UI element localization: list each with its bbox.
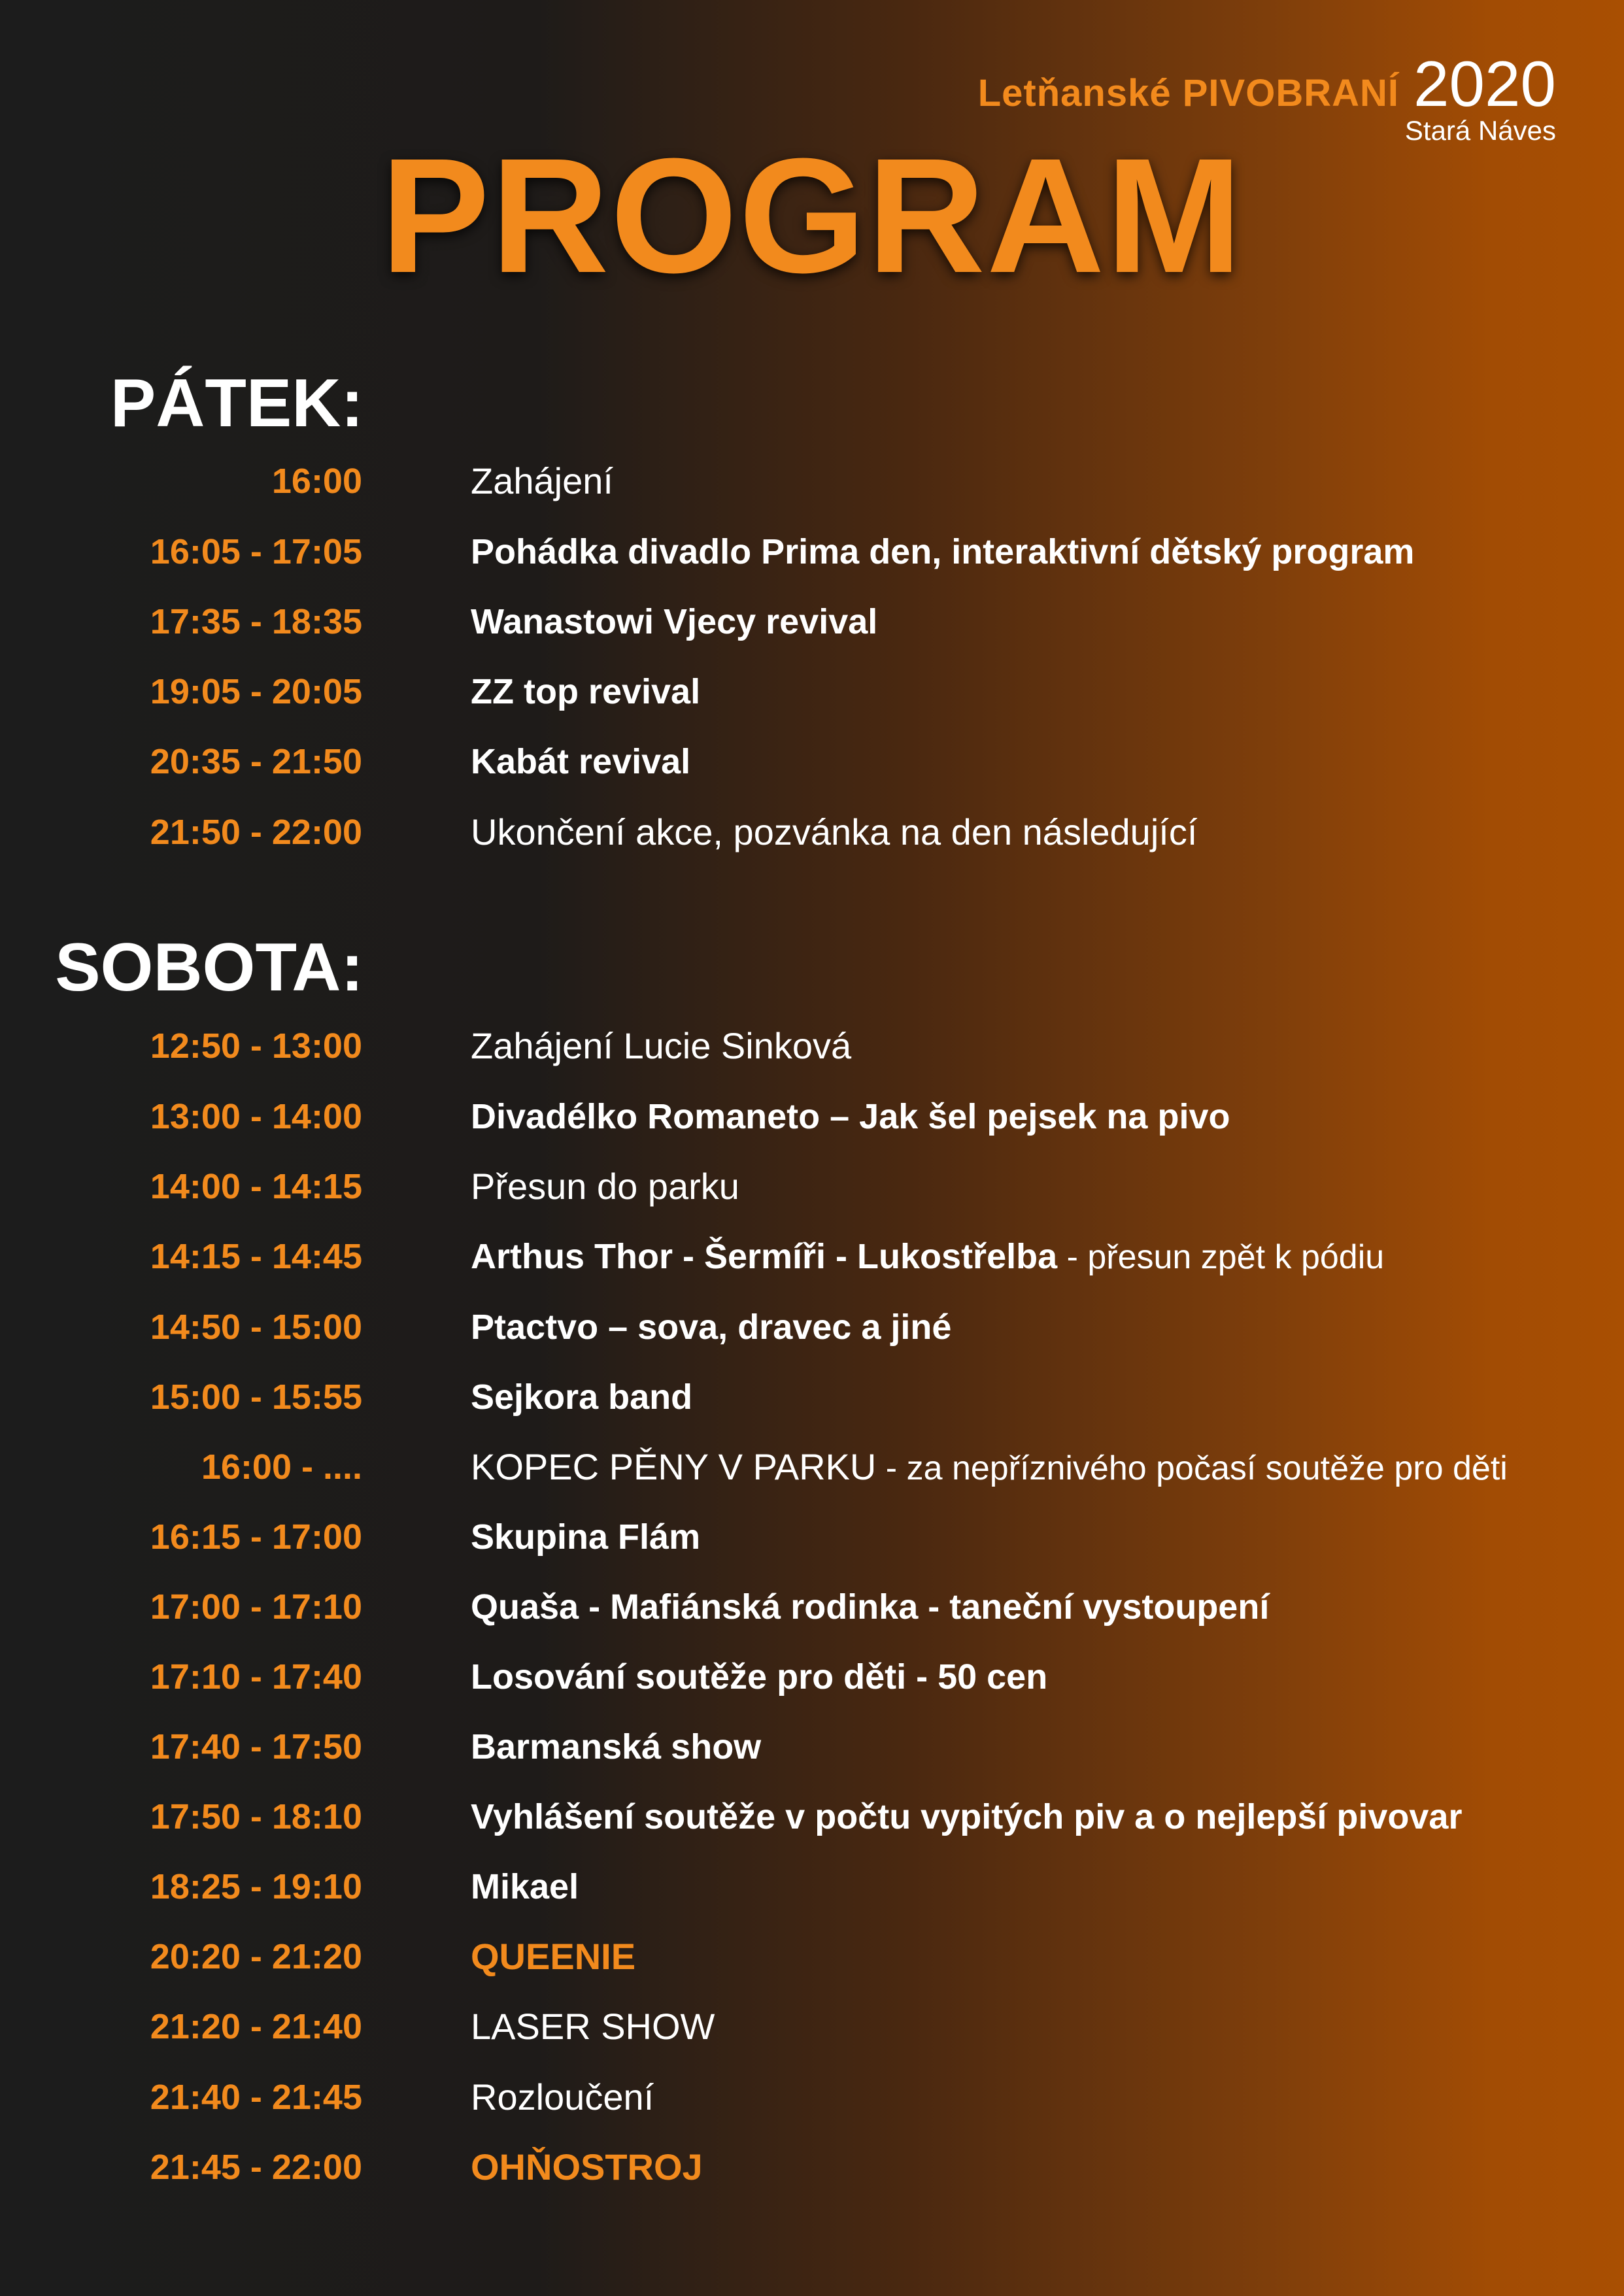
schedule-time: 16:00 - .... — [201, 1447, 362, 1487]
schedule-row — [0, 1861, 1624, 1913]
schedule-row — [0, 806, 1624, 858]
event-note: - přesun zpět k pódiu — [1057, 1238, 1385, 1276]
schedule-time: 20:35 - 21:50 — [150, 742, 362, 781]
schedule-event: QUEENIE — [471, 1936, 636, 1977]
schedule-time: 15:00 - 15:55 — [150, 1377, 362, 1417]
schedule-time: 18:25 - 19:10 — [150, 1867, 362, 1906]
schedule-row — [0, 1441, 1624, 1493]
schedule-event: LASER SHOW — [471, 2006, 715, 2047]
schedule-event: Losování soutěže pro děti - 50 cen — [471, 1657, 1048, 1697]
schedule-event: Skupina Flám — [471, 1517, 701, 1557]
schedule-time: 16:15 - 17:00 — [150, 1517, 362, 1557]
schedule-row — [0, 1301, 1624, 1353]
festival-year: 2020 — [1413, 48, 1556, 120]
schedule-time: 16:00 — [271, 462, 362, 501]
schedule-event: Zahájení Lucie Sinková — [471, 1025, 852, 1066]
schedule-event — [471, 1230, 1384, 1283]
schedule-event: Divadélko Romaneto – Jak šel pejsek na pivo — [471, 1097, 1230, 1136]
schedule-row — [0, 1511, 1624, 1563]
event-note: - za nepříznivého počasí soutěže pro děti — [876, 1449, 1508, 1487]
schedule-row — [0, 1371, 1624, 1423]
schedule-event — [471, 1441, 1508, 1494]
schedule-row — [0, 1581, 1624, 1633]
schedule-event: Sejkora band — [471, 1377, 693, 1417]
festival-name: Letňanské PIVOBRANÍ — [977, 72, 1399, 114]
schedule-event: Mikael — [471, 1867, 579, 1906]
schedule-row — [0, 1931, 1624, 1983]
schedule-time: 16:05 - 17:05 — [150, 532, 362, 571]
schedule-time: 19:05 - 20:05 — [150, 672, 362, 711]
event-title: KOPEC PĚNY V PARKU — [471, 1446, 877, 1487]
schedule-time: 21:20 - 21:40 — [150, 2007, 362, 2046]
schedule-row — [0, 1791, 1624, 1843]
saturday-heading: SOBOTA: — [55, 930, 364, 1005]
schedule-row — [0, 2141, 1624, 2193]
schedule-time: 14:15 - 14:45 — [150, 1237, 362, 1276]
schedule-event: OHŇOSTROJ — [471, 2146, 703, 2187]
schedule-row — [0, 1721, 1624, 1773]
schedule-row — [0, 455, 1624, 507]
schedule-row — [0, 1090, 1624, 1143]
page-title: PROGRAM — [381, 124, 1243, 307]
schedule-row — [0, 1230, 1624, 1283]
schedule-event: Barmanská show — [471, 1727, 762, 1766]
schedule-event: Rozloučení — [471, 2076, 654, 2118]
schedule-row — [0, 526, 1624, 578]
schedule-event: Quaša - Mafiánská rodinka - taneční vystoupení — [471, 1587, 1270, 1627]
schedule-event: Ukončení akce, pozvánka na den následující — [471, 811, 1198, 853]
schedule-row — [0, 1020, 1624, 1072]
schedule-row — [0, 1160, 1624, 1213]
schedule-time: 21:50 - 22:00 — [150, 813, 362, 852]
schedule-time: 17:10 - 17:40 — [150, 1657, 362, 1697]
schedule-time: 13:00 - 14:00 — [150, 1097, 362, 1136]
schedule-row — [0, 2071, 1624, 2123]
schedule-event: Wanastowi Vjecy revival — [471, 602, 878, 641]
schedule-event: ZZ top revival — [471, 672, 701, 711]
schedule-time: 17:50 - 18:10 — [150, 1797, 362, 1836]
schedule-time: 12:50 - 13:00 — [150, 1026, 362, 1066]
schedule-event: Pohádka divadlo Prima den, interaktivní dětský program — [471, 532, 1415, 571]
schedule-time: 14:00 - 14:15 — [150, 1167, 362, 1206]
brand-line — [977, 48, 1556, 120]
schedule-time: 21:45 - 22:00 — [150, 2148, 362, 2187]
schedule-event: Ptactvo – sova, dravec a jiné — [471, 1308, 952, 1347]
schedule-row — [0, 666, 1624, 718]
schedule-time: 17:35 - 18:35 — [150, 602, 362, 641]
schedule-time: 17:40 - 17:50 — [150, 1727, 362, 1766]
schedule-time: 21:40 - 21:45 — [150, 2078, 362, 2117]
schedule-row — [0, 2001, 1624, 2053]
friday-heading: PÁTEK: — [110, 365, 364, 441]
schedule-time: 14:50 - 15:00 — [150, 1308, 362, 1347]
schedule-row — [0, 1651, 1624, 1703]
schedule-time: 20:20 - 21:20 — [150, 1937, 362, 1976]
schedule-event: Zahájení — [471, 460, 613, 501]
schedule-event: Vyhlášení soutěže v počtu vypitých piv a o nejlepší pivovar — [471, 1797, 1463, 1836]
schedule-row — [0, 735, 1624, 788]
schedule-time: 17:00 - 17:10 — [150, 1587, 362, 1627]
event-title: Arthus Thor - Šermíři - Lukostřelba — [471, 1237, 1058, 1276]
schedule-row — [0, 596, 1624, 648]
festival-place: Stará Náves — [1404, 115, 1556, 146]
schedule-event: Kabát revival — [471, 742, 691, 781]
schedule-event: Přesun do parku — [471, 1166, 739, 1207]
